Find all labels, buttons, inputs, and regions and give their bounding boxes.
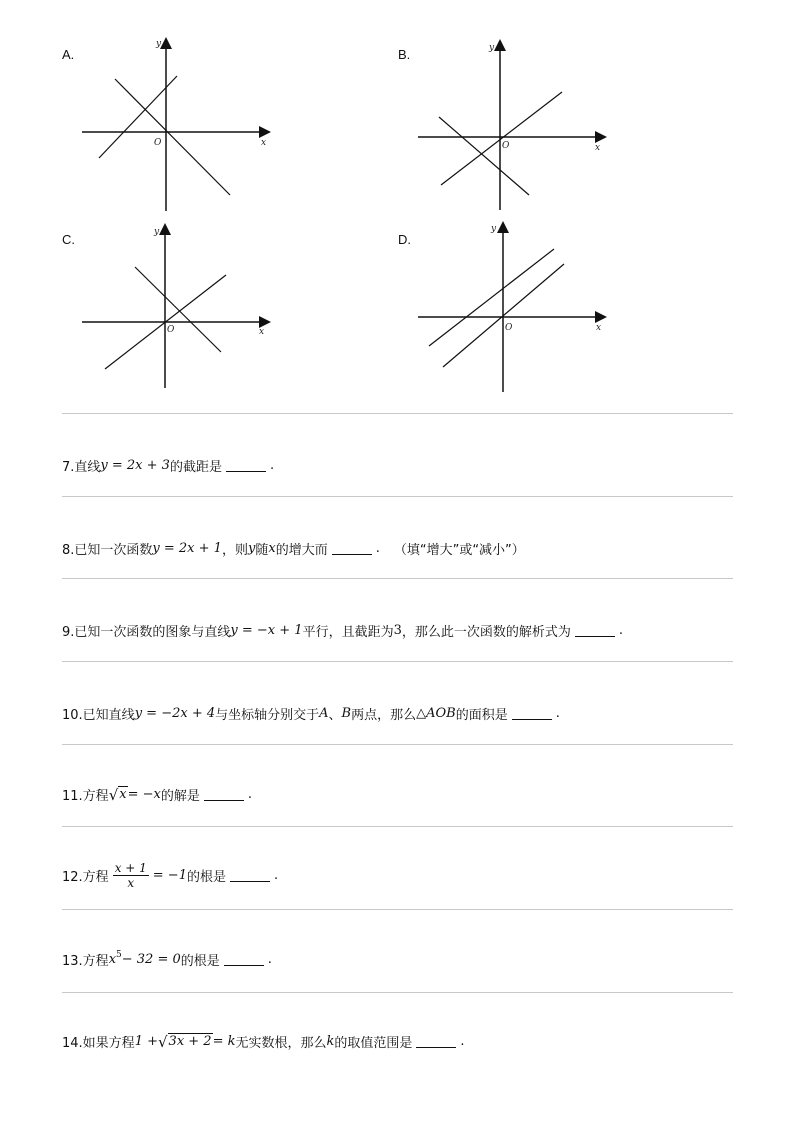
- question-13: 13.方程 x $^5$ − 32 = 0 的根是 .: [62, 950, 272, 969]
- line-2: [115, 79, 230, 195]
- answer-blank[interactable]: [332, 543, 372, 555]
- origin-label: O: [167, 325, 175, 335]
- y-axis-label: y: [489, 43, 495, 53]
- equation: y = 2x + 1: [152, 541, 222, 556]
- line-1: [429, 249, 554, 346]
- divider: [62, 413, 733, 414]
- question-11: 11.方程 √ x = −x 的解是 .: [62, 785, 252, 804]
- answer-blank[interactable]: [204, 789, 244, 801]
- question-12: 12.方程 $\frac{x + 1}{x}$ = −1 的根是 .: [62, 861, 279, 890]
- option-b-label: B.: [398, 47, 411, 62]
- question-7: 7.直线 y = 2x + 3 的截距是 .: [62, 458, 275, 475]
- equation: y = −2x + 4: [134, 706, 216, 721]
- divider: [62, 744, 733, 745]
- line-2: [439, 117, 529, 195]
- divider: [62, 661, 733, 662]
- answer-blank[interactable]: [224, 954, 264, 966]
- question-14: 14.如果方程 1 + √ 3x + 2 = k 无实数根，那么 k 的取值范围是 .: [62, 1032, 465, 1051]
- option-a-graph: [80, 36, 275, 216]
- origin-label: O: [154, 138, 162, 148]
- question-8: 8.已知一次函数 y = 2x + 1 ，则 y 随 x 的增大而 . （填“增大”或“减小”）: [62, 541, 525, 558]
- x-axis-label: x: [596, 323, 602, 333]
- origin-label: O: [505, 323, 513, 333]
- x-axis-label: x: [259, 327, 265, 337]
- answer-blank[interactable]: [226, 460, 266, 472]
- divider: [62, 909, 733, 910]
- y-axis-label: y: [156, 39, 162, 49]
- option-c-label: C.: [62, 232, 75, 247]
- divider: [62, 826, 733, 827]
- question-9: 9.已知一次函数的图象与直线 y = −x + 1 平行，且截距为 3 ，那么此一次函数的解析式为 .: [62, 623, 624, 640]
- square-root: √ 3x + 2: [157, 1032, 212, 1051]
- equation: y = 2x + 3: [100, 458, 170, 473]
- divider: [62, 578, 733, 579]
- option-d-label: D.: [398, 232, 411, 247]
- y-axis-label: y: [154, 227, 160, 237]
- option-b-graph: [416, 40, 611, 215]
- question-10: 10.已知直线 y = −2x + 4 与坐标轴分别交于 A 、 B 两点，那么 △AOB 的面积是 .: [62, 706, 560, 723]
- square-root: √ x: [108, 785, 127, 804]
- origin-label: O: [502, 141, 510, 151]
- option-a-label: A.: [62, 47, 75, 62]
- equation: y = −x + 1: [230, 623, 303, 638]
- line-2: [135, 267, 221, 352]
- answer-blank[interactable]: [512, 708, 552, 720]
- x-axis-label: x: [595, 143, 601, 153]
- option-d-graph: [416, 222, 611, 394]
- answer-blank[interactable]: [416, 1036, 456, 1048]
- fraction: $\frac{x + 1}{x}$: [114, 861, 147, 890]
- y-axis-label: y: [491, 224, 497, 234]
- divider: [62, 992, 733, 993]
- answer-blank[interactable]: [575, 625, 615, 637]
- answer-blank[interactable]: [230, 870, 270, 882]
- x-axis-label: x: [261, 138, 267, 148]
- option-c-graph: [80, 222, 275, 392]
- divider: [62, 496, 733, 497]
